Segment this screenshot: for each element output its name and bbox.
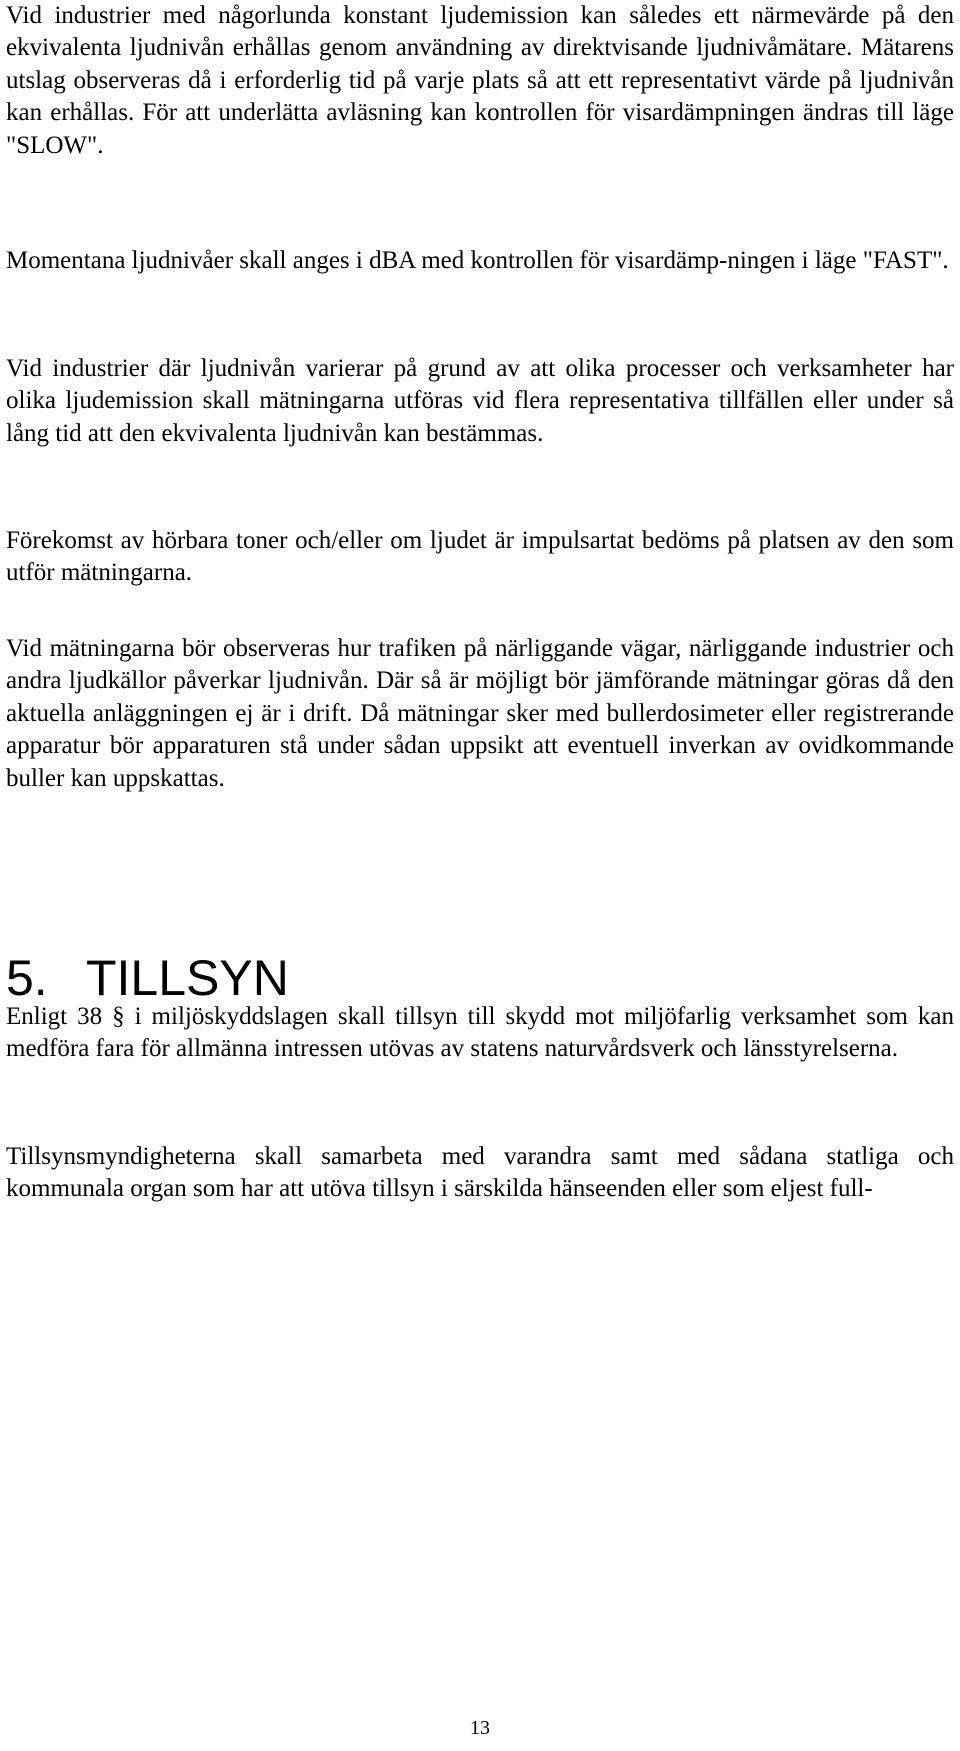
paragraph-momentary-levels: Momentana ljudnivåer skall anges i dBA med kontrollen för visardämp-ningen i läge "FAST".: [6, 247, 949, 274]
page-number: 13: [470, 1717, 490, 1739]
paragraph-supervision-law: Enligt 38 § i miljöskyddslagen skall tillsyn till skydd mot miljöfarlig verksamhet som kan medföra fara för allmänna intressen utövas av statens naturvårdsverk och länsstyrelserna.: [6, 1003, 954, 1063]
section-title: TILLSYN: [86, 950, 289, 1006]
paragraph-measurement-method: Vid industrier med någorlunda konstant ljudemission kan således ett närmevärde på den ekvivalenta ljudnivån erhållas genom användning av direktvisande ljudnivåmätare. Mätarens utslag observeras då i erforderlig tid på varje plats så att ett representativt värde på ljudnivån kan erhållas. För att underlätta avläsning kan kontrollen för visardämpningen ändras till läge "SLOW".: [6, 2, 954, 159]
section-heading: [6, 948, 289, 1008]
paragraph-varying-industries: Vid industrier där ljudnivån varierar på grund av att olika processer och verksamheter har olika ljudemission skall mätningarna utföras vid flera representativa tillfällen eller under så lång tid att den ekvivalenta ljudnivån kan bestämmas.: [6, 355, 954, 447]
paragraph-tones-impulses: Förekomst av hörbara toner och/eller om ljudet är impulsartat bedöms på platsen av den som utför mätningarna.: [6, 527, 954, 587]
paragraph-supervision-cooperation: Tillsynsmyndigheterna skall samarbeta med varandra samt med sådana statliga och kommunala organ som har att utöva tillsyn i särskilda hänseenden eller som eljest full-: [6, 1143, 954, 1203]
section-number: 5.: [6, 950, 48, 1006]
paragraph-background-noise: Vid mätningarna bör observeras hur trafiken på närliggande vägar, närliggande industrier och andra ljudkällor påverkar ljudnivån. Där så är möjligt bör jämförande mätningar göras då den aktuella anläggningen ej är i drift. Då mätningar sker med bullerdosimeter eller registrerande apparatur bör apparaturen stå under sådan uppsikt att eventuell inverkan av ovidkommande buller kan uppskattas.: [6, 635, 954, 792]
